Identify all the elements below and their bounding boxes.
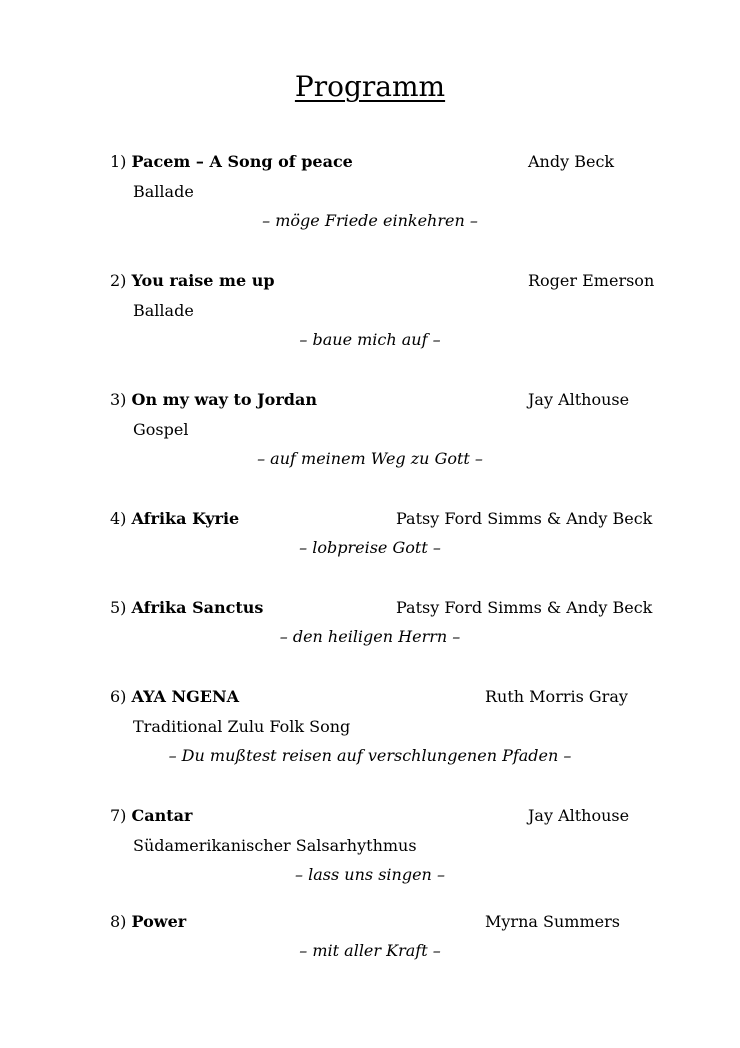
item-number: 7) — [110, 806, 127, 825]
item-number: 2) — [110, 271, 127, 290]
item-composer: Andy Beck — [528, 152, 615, 171]
program-item — [110, 687, 710, 765]
program-item — [110, 912, 710, 960]
item-title: Pacem – A Song of peace — [131, 152, 353, 171]
item-genre: Ballade — [133, 301, 194, 320]
item-composer: Patsy Ford Simms & Andy Beck — [396, 598, 653, 617]
item-composer: Myrna Summers — [485, 912, 620, 931]
item-title: On my way to Jordan — [131, 390, 317, 409]
item-genre: Südamerikanischer Salsarhythmus — [133, 836, 417, 855]
item-motto: – lobpreise Gott – — [299, 538, 441, 557]
item-title: You raise me up — [131, 271, 275, 290]
item-heading — [110, 912, 710, 932]
item-composer: Patsy Ford Simms & Andy Beck — [396, 509, 653, 528]
item-number: 3) — [110, 390, 127, 409]
program-item — [110, 271, 710, 349]
item-number: 8) — [110, 912, 127, 931]
item-heading — [110, 390, 710, 410]
item-heading — [110, 806, 710, 826]
item-number: 6) — [110, 687, 127, 706]
item-heading — [110, 687, 710, 707]
program-item — [110, 806, 710, 884]
program-item — [110, 598, 710, 646]
item-motto: – mit aller Kraft – — [299, 941, 441, 960]
item-motto: – Du mußtest reisen auf verschlungenen Pfaden – — [168, 746, 572, 765]
item-heading — [110, 509, 710, 529]
item-motto: – baue mich auf – — [299, 330, 441, 349]
item-genre: Traditional Zulu Folk Song — [133, 717, 351, 736]
program-item — [110, 152, 710, 230]
item-heading — [110, 598, 710, 618]
item-title: Cantar — [131, 806, 193, 825]
item-genre: Ballade — [133, 182, 194, 201]
item-motto: – auf meinem Weg zu Gott – — [257, 449, 483, 468]
item-title: Afrika Kyrie — [131, 509, 240, 528]
item-number: 5) — [110, 598, 127, 617]
item-heading — [110, 271, 710, 291]
page-title: Programm — [294, 70, 446, 103]
item-composer: Jay Althouse — [528, 390, 630, 409]
item-genre: Gospel — [133, 420, 189, 439]
item-number: 4) — [110, 509, 127, 528]
item-title: AYA NGENA — [131, 687, 240, 706]
item-composer: Ruth Morris Gray — [485, 687, 628, 706]
item-motto: – den heiligen Herrn – — [279, 627, 461, 646]
item-composer: Roger Emerson — [528, 271, 655, 290]
item-title: Power — [131, 912, 187, 931]
program-item — [110, 390, 710, 468]
item-composer: Jay Althouse — [528, 806, 630, 825]
item-number: 1) — [110, 152, 127, 171]
item-title: Afrika Sanctus — [131, 598, 264, 617]
program-item — [110, 509, 710, 557]
item-heading — [110, 152, 710, 172]
item-motto: – möge Friede einkehren – — [262, 211, 478, 230]
item-motto: – lass uns singen – — [295, 865, 445, 884]
